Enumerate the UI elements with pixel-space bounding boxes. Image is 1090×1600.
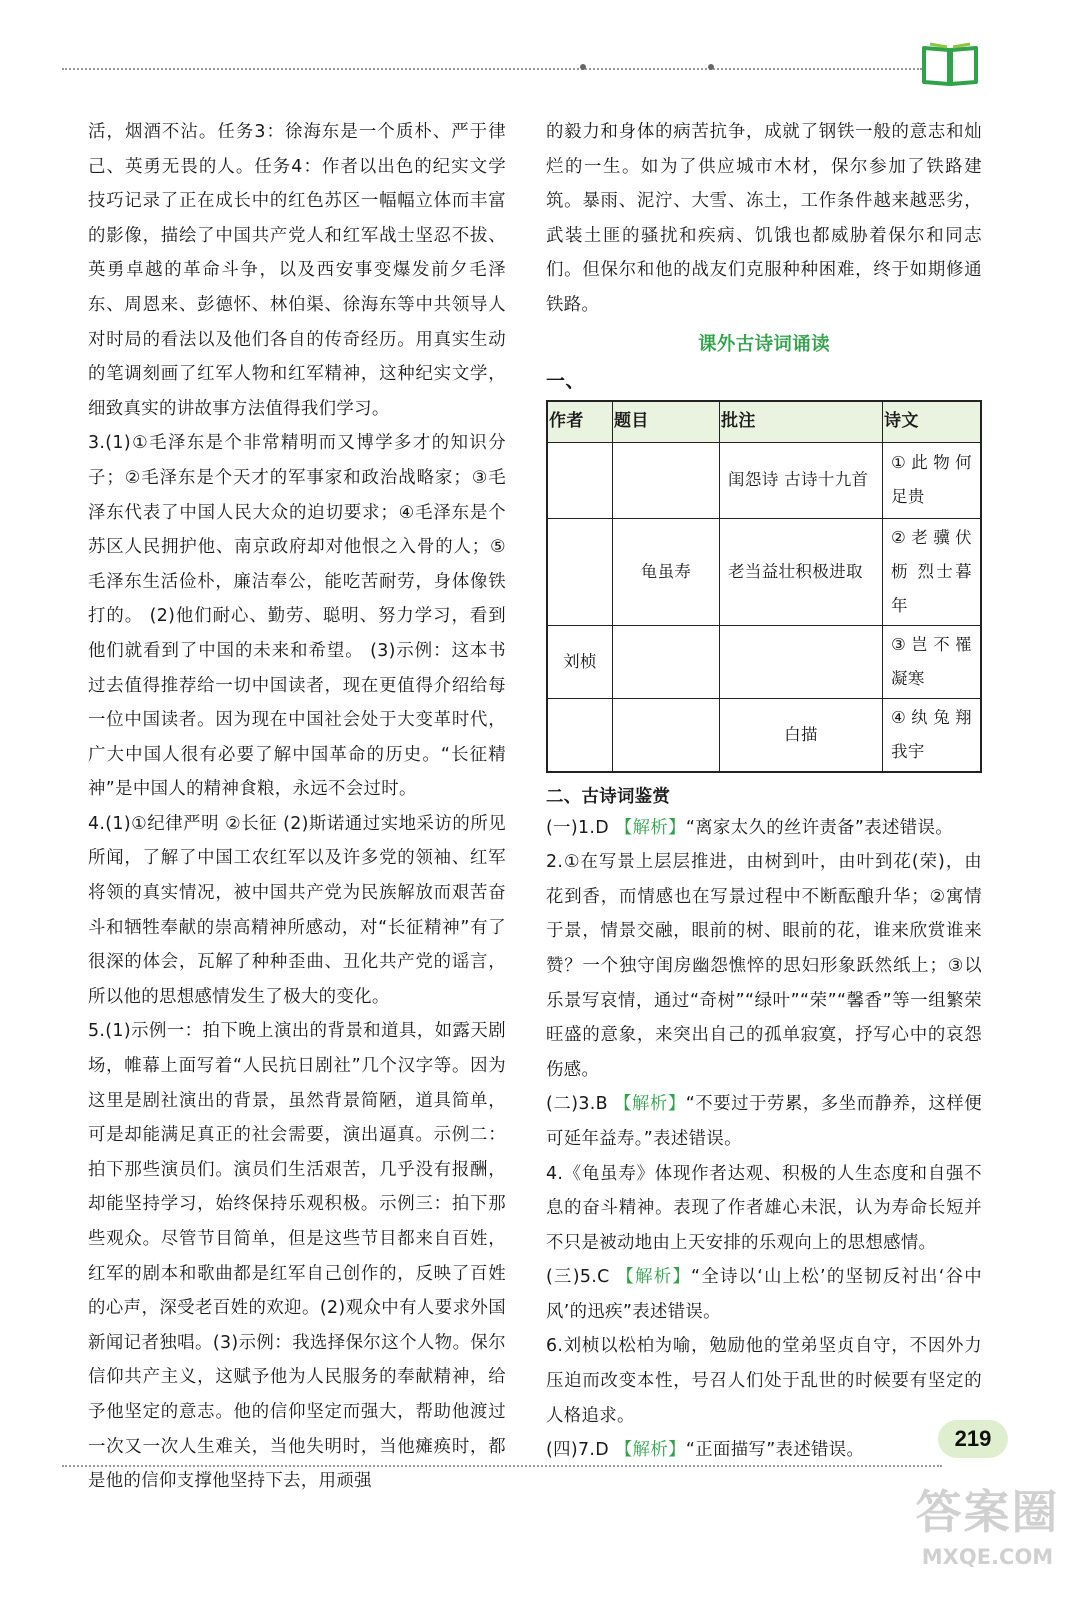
watermark (900, 1480, 1075, 1585)
analysis-tag: 【解析】 (614, 1440, 686, 1461)
answer-number: (二)3.B (546, 1094, 615, 1115)
footer-rule (62, 1465, 942, 1467)
left-column (88, 115, 506, 1499)
watermark-logo: 答案圈 (915, 1485, 1060, 1539)
part-one-heading: 一、 (546, 369, 585, 392)
table-row (547, 442, 981, 518)
answer-text: “离家太久的丝许责备”表述错误。 (685, 817, 953, 838)
table-cell (547, 698, 613, 772)
open-book-icon (920, 38, 980, 88)
answer-item (546, 811, 982, 846)
table-row (547, 698, 981, 772)
column-header: 题目 (613, 401, 720, 443)
part-two-heading: 二、古诗词鉴赏 (546, 786, 671, 807)
table-cell: ①此物何足贵 (883, 442, 982, 518)
page-number: 219 (938, 1420, 1008, 1458)
table-cell: 闺怨诗 古诗十九首 (720, 442, 883, 518)
table-row (547, 518, 981, 625)
analysis-tag: 【解析】 (614, 1094, 686, 1115)
answer-text: “全诗以‘山上松’的坚韧反衬出‘谷中风’的迅疾”表述错误。 (546, 1267, 982, 1322)
analysis-tag: 【解析】 (614, 817, 686, 838)
answer-paragraph: 4.(1)①纪律严明 ②长征 (2)斯诺通过实地采访的所见所闻，了解了中国工农红军以及许多党的领袖、红军将领的真实情况，被中国共产党为民族解放而艰苦奋斗和牺牲奉献的崇高精神所感动，对“长征精神”有了很深的体会，瓦解了种种歪曲、丑化共产党的谣言，所以他的思想感情发生了极大的变化。 (88, 813, 506, 1007)
table-cell (720, 625, 883, 698)
answer-item: 2.①在写景上层层推进，由树到叶，由叶到花(荣)，由花到香，而情感也在写景过程中不断酝酿升华；②寓情于景，情景交融，眼前的树、眼前的花，谁来欣赏谁来赞？一个独守闺房幽怨憔悴的思妇形象跃然纸上；③以乐景写哀情，通过“奇树”“绿叶”“荣”“馨香”等一组繁荣旺盛的意象，来突出自己的孤单寂寞，抒写心中的哀怨伤感。 (546, 852, 982, 1080)
answer-number: (四)7.D (546, 1440, 615, 1461)
table-cell (613, 625, 720, 698)
answer-item (546, 1260, 982, 1329)
poem-table (546, 400, 982, 773)
table-cell: ②老骥伏枥 烈士暮年 (883, 518, 982, 625)
answer-paragraph: 5.(1)示例一：拍下晚上演出的背景和道具，如露天剧场，帷幕上面写着“人民抗日剧社”几个汉字等。因为这里是剧社演出的背景，虽然背景简陋，道具简单，可是却能满足真正的社会需要，演出逼真。示例二：拍下那些演员们。演员们生活艰苦，几乎没有报酬，却能坚持学习，始终保持乐观积极。示例三：拍下那些观众。尽管节目简单，但是这些节目都来自百姓，红军的剧本和歌曲都是红军自己创作的，反映了百姓的心声，深受老百姓的欢迎。(2)观众中有人要求外国新闻记者独唱。(3)示例：我选择保尔这个人物。保尔信仰共产主义，这赋予他为人民服务的奉献精神，给予他坚定的意志。他的信仰坚定而强大，帮助他渡过一次又一次人生难关，当他失明时，当他瘫痪时，都是他的信仰支撑他坚持下去，用顽强 (88, 1021, 506, 1492)
column-header: 批注 (720, 401, 883, 443)
table-header-row (547, 401, 981, 443)
table-cell: ④纨兔翔我宇 (883, 698, 982, 772)
column-header: 作者 (547, 401, 613, 443)
answer-item (546, 1087, 982, 1156)
header-dot (580, 64, 586, 70)
answer-item: 6.刘桢以松柏为喻，勉励他的堂弟坚贞自守，不因外力压迫而改变本性，号召人们处于乱世的时候要有坚定的人格追求。 (546, 1336, 982, 1426)
header-rule (62, 68, 922, 70)
answer-item: 4.《龟虽寿》体现作者达观、积极的人生态度和自强不息的奋斗精神。表现了作者雄心未泯，认为寿命长短并不只是被动地由上天安排的乐观向上的思想感情。 (546, 1163, 982, 1253)
table-cell (613, 442, 720, 518)
right-column (546, 115, 982, 1468)
answer-paragraph: 活，烟酒不沾。任务3：徐海东是一个质朴、严于律己、英勇无畏的人。任务4：作者以出色的纪实文学技巧记录了正在成长中的红色苏区一幅幅立体而丰富的影像，描绘了中国共产党人和红军战士坚忍不拔、英勇卓越的革命斗争，以及西安事变爆发前夕毛泽东、周恩来、彭德怀、林伯渠、徐海东等中共领导人对时局的看法以及他们各自的传奇经历。用真实生动的笔调刻画了红军人物和红军精神，这种纪实文学，细致真实的讲故事方法值得我们学习。 (88, 122, 506, 419)
analysis-tag: 【解析】 (616, 1267, 692, 1288)
table-cell: 老当益壮积极进取 (720, 518, 883, 625)
answer-number: (一)1.D (546, 817, 615, 838)
table-cell: ③岂不罹凝寒 (883, 625, 982, 698)
table-cell: 白描 (720, 698, 883, 772)
table-cell (547, 518, 613, 625)
table-cell: 刘桢 (547, 625, 613, 698)
table-row (547, 625, 981, 698)
table-cell: 龟虽寿 (613, 518, 720, 625)
answer-number: (三)5.C (546, 1267, 617, 1288)
answer-paragraph: 3.(1)①毛泽东是个非常精明而又博学多才的知识分子；②毛泽东是个天才的军事家和政治战略家；③毛泽东代表了中国人民大众的迫切要求；④毛泽东是个苏区人民拥护他、南京政府却对他恨之入骨的人；⑤毛泽东生活俭朴，廉洁奉公，能吃苦耐劳，身体像铁打的。 (2)他们耐心、勤劳、聪明、努力学习，看到他们就看到了中国的未来和希望。 (3)示例：这本书过去值得推荐给一切中国读者，现在更值得介绍给每一位中国读者。因为现在中国社会处于大变革时代，广大中国人很有必要了解中国革命的历史。“长征精神”是中国人的精神食粮，永远不会过时。 (88, 433, 506, 800)
table-cell (613, 698, 720, 772)
watermark-url: MXQE.COM (921, 1545, 1054, 1569)
answer-text: “不要过于劳累，多坐而静养，这样便可延年益寿。”表述错误。 (546, 1094, 982, 1149)
answer-item (546, 1433, 982, 1468)
column-header: 诗文 (883, 401, 982, 443)
table-cell (547, 442, 613, 518)
header-dot (708, 64, 714, 70)
section-title: 课外古诗词诵读 (698, 333, 830, 355)
answer-paragraph: 的毅力和身体的病苦抗争，成就了钢铁一般的意志和灿烂的一生。如为了供应城市木材，保尔参加了铁路建筑。暴雨、泥泞、大雪、冻土，工作条件越来越恶劣，武装土匪的骚扰和疾病、饥饿也都威胁着保尔和同志们。但保尔和他的战友们克服种种困难，终于如期修通铁路。 (546, 122, 982, 315)
answer-text: “正面描写”表述错误。 (685, 1440, 865, 1461)
